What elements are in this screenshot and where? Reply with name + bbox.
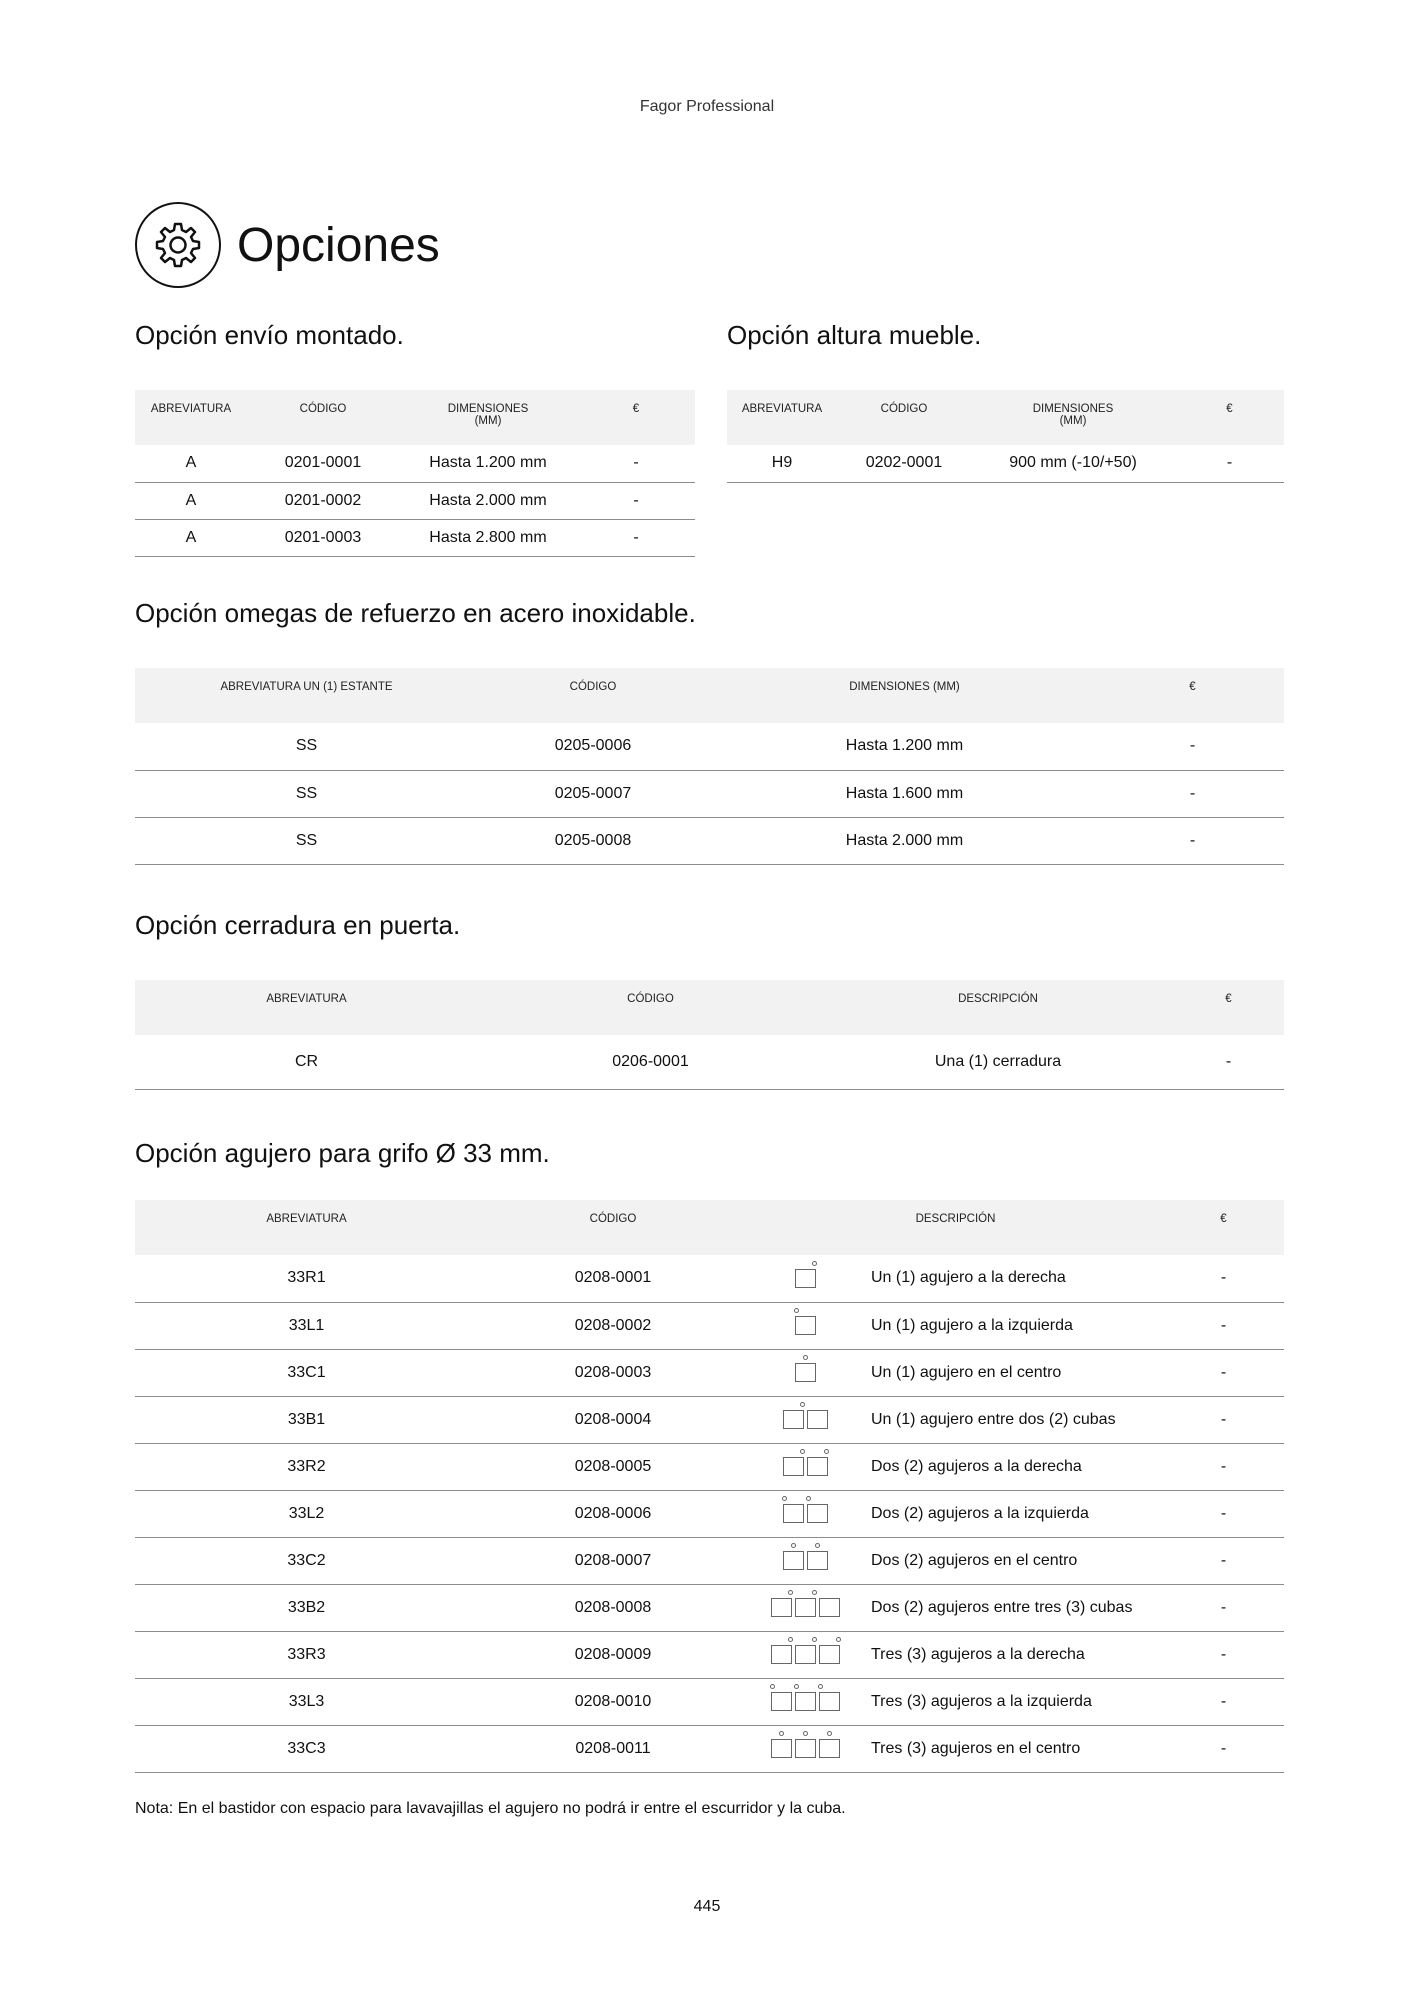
section-title-envio: Opción envío montado.	[135, 320, 404, 350]
sink-2-holes-center-icon	[783, 1551, 828, 1570]
sink-3-holes-center-icon	[771, 1739, 840, 1758]
table-row	[135, 723, 1284, 770]
table-row	[135, 1725, 1284, 1772]
tap-hole	[794, 1684, 799, 1689]
sink-basin	[783, 1551, 804, 1570]
cell-price: -	[1175, 445, 1284, 482]
cell-description: Dos (2) agujeros a la izquierda	[863, 1490, 1163, 1537]
section-title-omegas: Opción omegas de refuerzo en acero inoxidable.	[135, 598, 696, 628]
header-code: CÓDIGO	[478, 980, 823, 1035]
cell-code: 0205-0008	[478, 817, 708, 864]
cell-code: 0208-0004	[478, 1396, 748, 1443]
cell-dimensions: Hasta 2.000 mm	[399, 482, 577, 519]
cell-price: -	[1163, 1255, 1284, 1302]
cell-code: 0201-0001	[247, 445, 399, 482]
sink-basin	[795, 1316, 816, 1335]
tap-hole	[791, 1543, 796, 1548]
sink-basin	[771, 1692, 792, 1711]
sink-basin	[807, 1410, 828, 1429]
cell-dimensions: Hasta 1.200 mm	[399, 445, 577, 482]
table-row	[135, 1443, 1284, 1490]
tap-hole	[815, 1543, 820, 1548]
table-row	[135, 1302, 1284, 1349]
cell-abbreviation: 33R2	[135, 1443, 478, 1490]
cell-price: -	[1101, 817, 1284, 864]
table-envio	[135, 390, 695, 557]
table-grifo	[135, 1200, 1284, 1773]
sink-3-holes-left-icon	[771, 1692, 840, 1711]
header-price: €	[1173, 980, 1284, 1035]
cell-code: 0205-0006	[478, 723, 708, 770]
header-dimensions: DIMENSIONES (MM)	[399, 390, 577, 445]
header-dimensions: DIMENSIONES (MM)	[971, 390, 1175, 445]
sink-basin	[795, 1363, 816, 1382]
cell-code: 0208-0007	[478, 1537, 748, 1584]
cell-icon	[748, 1678, 863, 1725]
table-row	[135, 1537, 1284, 1584]
page-title-block	[135, 200, 440, 290]
cell-dimensions: 900 mm (-10/+50)	[971, 445, 1175, 482]
brand-header: Fagor Professional	[639, 98, 775, 115]
table-row	[135, 445, 695, 482]
sink-basin	[771, 1645, 792, 1664]
sink-1-hole-left-icon	[795, 1316, 816, 1335]
cell-price: -	[1163, 1631, 1284, 1678]
cell-code: 0201-0002	[247, 482, 399, 519]
cell-price: -	[1163, 1725, 1284, 1772]
cell-description: Tres (3) agujeros a la derecha	[863, 1631, 1163, 1678]
cell-abbreviation: 33B2	[135, 1584, 478, 1631]
cell-abbreviation: 33C1	[135, 1349, 478, 1396]
tap-hole	[779, 1731, 784, 1736]
gear-icon	[135, 202, 221, 288]
header-abbreviation: ABREVIATURA	[135, 390, 247, 445]
cell-price: -	[1173, 1035, 1284, 1089]
table-row	[135, 1678, 1284, 1725]
tap-hole	[794, 1308, 799, 1313]
table-row	[135, 817, 1284, 864]
cell-dimensions: Hasta 2.000 mm	[708, 817, 1101, 864]
sink-basin	[807, 1457, 828, 1476]
sink-2-holes-left-icon	[783, 1504, 828, 1523]
tap-hole	[812, 1590, 817, 1595]
cell-abbreviation: 33B1	[135, 1396, 478, 1443]
tap-hole	[800, 1402, 805, 1407]
tap-hole	[812, 1261, 817, 1266]
cell-description: Tres (3) agujeros a la izquierda	[863, 1678, 1163, 1725]
table-altura	[727, 390, 1284, 483]
sink-3-holes-right-icon	[771, 1645, 840, 1664]
sink-basin	[783, 1457, 804, 1476]
cell-price: -	[1163, 1678, 1284, 1725]
header-abbreviation: ABREVIATURA UN (1) ESTANTE	[135, 668, 478, 723]
table-row	[135, 1396, 1284, 1443]
tap-hole	[812, 1637, 817, 1642]
table-row	[135, 1349, 1284, 1396]
cell-code: 0208-0003	[478, 1349, 748, 1396]
table-row	[135, 1631, 1284, 1678]
cell-dimensions: Hasta 1.600 mm	[708, 770, 1101, 817]
section-title-cerradura: Opción cerradura en puerta.	[135, 910, 461, 940]
cell-icon	[748, 1302, 863, 1349]
sink-3-holes-between-icon	[771, 1598, 840, 1617]
sink-basin	[783, 1410, 804, 1429]
table-row	[135, 1584, 1284, 1631]
header-code: CÓDIGO	[478, 668, 708, 723]
cell-code: 0208-0005	[478, 1443, 748, 1490]
header-price: €	[1175, 390, 1284, 445]
table-row	[135, 1035, 1284, 1089]
cell-code: 0206-0001	[478, 1035, 823, 1089]
sink-basin	[807, 1551, 828, 1570]
sink-1-hole-right-icon	[795, 1269, 816, 1288]
tap-hole	[818, 1684, 823, 1689]
sink-basin	[795, 1598, 816, 1617]
sink-basin	[795, 1739, 816, 1758]
cell-description: Dos (2) agujeros a la derecha	[863, 1443, 1163, 1490]
sink-basin	[795, 1645, 816, 1664]
cell-price: -	[1163, 1349, 1284, 1396]
cell-abbreviation: 33C2	[135, 1537, 478, 1584]
cell-description: Un (1) agujero a la derecha	[863, 1255, 1163, 1302]
table-row	[135, 482, 695, 519]
tap-hole	[782, 1496, 787, 1501]
sink-basin	[771, 1598, 792, 1617]
cell-abbreviation: 33R1	[135, 1255, 478, 1302]
cell-code: 0205-0007	[478, 770, 708, 817]
cell-price: -	[577, 519, 695, 556]
cell-icon	[748, 1396, 863, 1443]
cell-dimensions: Hasta 2.800 mm	[399, 519, 577, 556]
cell-code: 0208-0002	[478, 1302, 748, 1349]
table-cerradura	[135, 980, 1284, 1090]
sink-basin	[819, 1692, 840, 1711]
tap-hole	[803, 1731, 808, 1736]
cell-icon	[748, 1443, 863, 1490]
header-code: CÓDIGO	[837, 390, 971, 445]
header-description: DESCRIPCIÓN	[748, 1200, 1163, 1255]
header-price: €	[1163, 1200, 1284, 1255]
cell-price: -	[1163, 1443, 1284, 1490]
cell-description: Una (1) cerradura	[823, 1035, 1173, 1089]
cell-code: 0208-0009	[478, 1631, 748, 1678]
cell-code: 0208-0010	[478, 1678, 748, 1725]
cell-icon	[748, 1349, 863, 1396]
cell-price: -	[1163, 1302, 1284, 1349]
cell-code: 0208-0001	[478, 1255, 748, 1302]
header-price: €	[577, 390, 695, 445]
cell-description: Tres (3) agujeros en el centro	[863, 1725, 1163, 1772]
cell-description: Un (1) agujero entre dos (2) cubas	[863, 1396, 1163, 1443]
footnote: Nota: En el bastidor con espacio para lavavajillas el agujero no podrá ir entre el escurridor y la cuba.	[135, 1800, 846, 1817]
table-row	[135, 770, 1284, 817]
cell-abbreviation: 33L1	[135, 1302, 478, 1349]
page-number: 445	[693, 1898, 721, 1915]
cell-price: -	[1163, 1490, 1284, 1537]
cell-price: -	[577, 445, 695, 482]
page-title: Opciones	[237, 218, 440, 272]
cell-code: 0208-0011	[478, 1725, 748, 1772]
header-abbreviation: ABREVIATURA	[135, 1200, 478, 1255]
cell-abbreviation: H9	[727, 445, 837, 482]
tap-hole	[770, 1684, 775, 1689]
section-title-grifo: Opción agujero para grifo Ø 33 mm.	[135, 1138, 550, 1168]
cell-icon	[748, 1631, 863, 1678]
header-code: CÓDIGO	[247, 390, 399, 445]
sink-basin	[795, 1269, 816, 1288]
cell-abbreviation: SS	[135, 723, 478, 770]
cell-code: 0208-0008	[478, 1584, 748, 1631]
section-title-altura: Opción altura mueble.	[727, 320, 982, 350]
header-abbreviation: ABREVIATURA	[727, 390, 837, 445]
sink-basin	[819, 1739, 840, 1758]
cell-price: -	[1163, 1537, 1284, 1584]
cell-abbreviation: CR	[135, 1035, 478, 1089]
header-price: €	[1101, 668, 1284, 723]
cell-icon	[748, 1490, 863, 1537]
cell-abbreviation: 33C3	[135, 1725, 478, 1772]
cell-icon	[748, 1584, 863, 1631]
sink-1-hole-center-icon	[795, 1363, 816, 1382]
cell-abbreviation: SS	[135, 770, 478, 817]
header-abbreviation: ABREVIATURA	[135, 980, 478, 1035]
sink-basin	[819, 1645, 840, 1664]
tap-hole	[803, 1355, 808, 1360]
cell-price: -	[1101, 770, 1284, 817]
cell-description: Un (1) agujero en el centro	[863, 1349, 1163, 1396]
cell-price: -	[1163, 1396, 1284, 1443]
cell-abbreviation: A	[135, 445, 247, 482]
table-omegas	[135, 668, 1284, 865]
cell-icon	[748, 1537, 863, 1584]
sink-2-hole-between-icon	[783, 1410, 828, 1429]
cell-abbreviation: A	[135, 482, 247, 519]
tap-hole	[836, 1637, 841, 1642]
table-row	[135, 1255, 1284, 1302]
table-row	[135, 1490, 1284, 1537]
cell-description: Un (1) agujero a la izquierda	[863, 1302, 1163, 1349]
tap-hole	[788, 1637, 793, 1642]
sink-2-holes-right-icon	[783, 1457, 828, 1476]
cell-price: -	[1101, 723, 1284, 770]
cell-abbreviation: 33R3	[135, 1631, 478, 1678]
cell-code: 0208-0006	[478, 1490, 748, 1537]
cell-code: 0201-0003	[247, 519, 399, 556]
header-description: DESCRIPCIÓN	[823, 980, 1173, 1035]
sink-basin	[771, 1739, 792, 1758]
tap-hole	[788, 1590, 793, 1595]
table-row	[727, 445, 1284, 482]
tap-hole	[824, 1449, 829, 1454]
header-code: CÓDIGO	[478, 1200, 748, 1255]
cell-price: -	[1163, 1584, 1284, 1631]
sink-basin	[795, 1692, 816, 1711]
tap-hole	[806, 1496, 811, 1501]
tap-hole	[800, 1449, 805, 1454]
cell-abbreviation: 33L3	[135, 1678, 478, 1725]
cell-icon	[748, 1255, 863, 1302]
cell-description: Dos (2) agujeros entre tres (3) cubas	[863, 1584, 1163, 1631]
cell-description: Dos (2) agujeros en el centro	[863, 1537, 1163, 1584]
header-dimensions: DIMENSIONES (MM)	[708, 668, 1101, 723]
cell-abbreviation: SS	[135, 817, 478, 864]
cell-icon	[748, 1725, 863, 1772]
cell-abbreviation: 33L2	[135, 1490, 478, 1537]
tap-hole	[827, 1731, 832, 1736]
sink-basin	[783, 1504, 804, 1523]
table-row	[135, 519, 695, 556]
cell-abbreviation: A	[135, 519, 247, 556]
cell-price: -	[577, 482, 695, 519]
cell-dimensions: Hasta 1.200 mm	[708, 723, 1101, 770]
sink-basin	[807, 1504, 828, 1523]
sink-basin	[819, 1598, 840, 1617]
cell-code: 0202-0001	[837, 445, 971, 482]
